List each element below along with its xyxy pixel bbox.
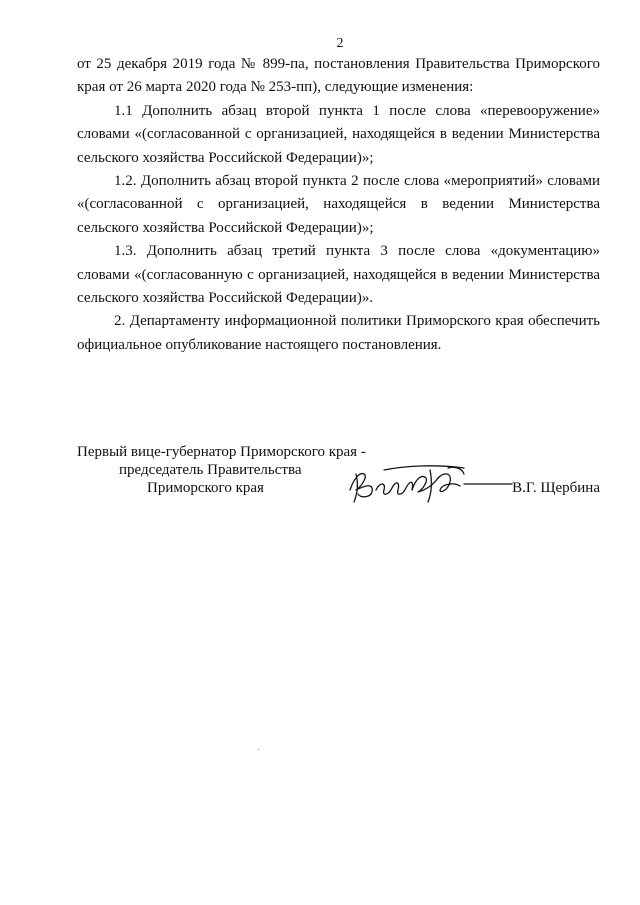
page-number: 2	[336, 36, 344, 51]
paragraph-item-1-1: 1.1 Дополнить абзац второй пункта 1 после слова «перевооружение» словами «(согласованной с организацией, находящейся в ведении Министерства сельского хозяйства Российской Федерации)»;	[77, 102, 600, 166]
signature-block	[77, 442, 600, 502]
document-body	[77, 53, 600, 357]
signatory-position-line-3: Приморского края	[147, 480, 264, 496]
paragraph-item-2: 2. Департаменту информационной политики Приморского края обеспечить официальное опубликование настоящего постановления.	[77, 313, 600, 353]
signatory-name: В.Г. Щербина	[512, 480, 600, 496]
signatory-position-line-2: председатель Правительства	[119, 462, 302, 478]
signatory-position-line-1: Первый вице-губернатор Приморского края -	[77, 444, 366, 460]
paragraph-intro: от 25 декабря 2019 года № 899-па, постановления Правительства Приморского края от 26 марта 2020 года № 253-пп), следующие изменения:	[77, 56, 600, 96]
paragraph-item-1-2: 1.2. Дополнить абзац второй пункта 2 после слова «мероприятий» словами «(согласованной с организацией, находящейся в ведении Министерства сельского хозяйства Российской Федерации)»;	[77, 173, 600, 236]
scan-artifact	[258, 749, 259, 750]
paragraph-item-1-3: 1.3. Дополнить абзац третий пункта 3 после слова «документацию» словами «(согласованную с организацией, находящейся в ведении Министерства сельского хозяйства Российской Федерации)».	[77, 243, 600, 307]
handwritten-signature	[344, 460, 524, 506]
